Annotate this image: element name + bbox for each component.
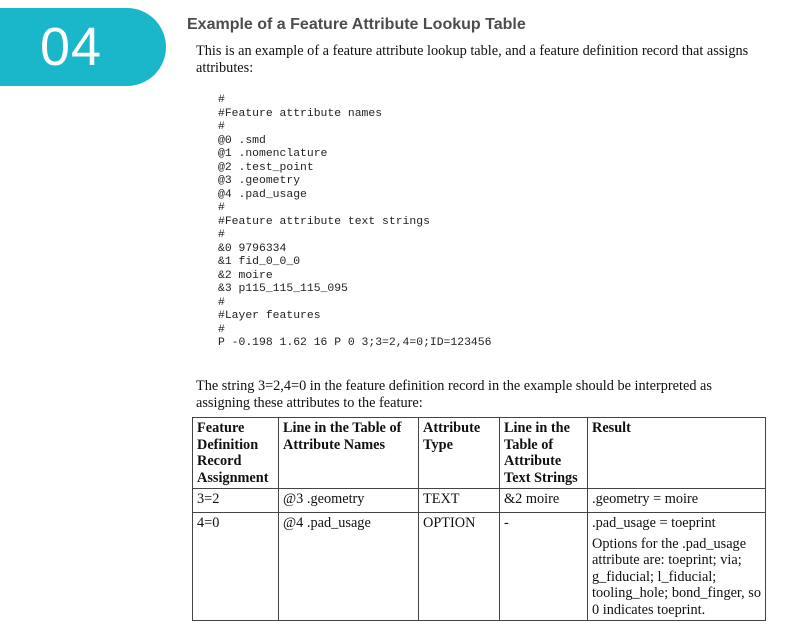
code-line: &3 p115_115_115_095 [218,283,348,295]
cell-attribute-name: @3 .geometry [279,489,419,513]
code-line: &2 moire [218,269,273,282]
result-value: .pad_usage = toeprint [592,515,716,531]
interpretation-paragraph: The string 3=2,4=0 in the feature definition record in the example should be interpreted as assigning these attributes to the feature: [196,378,712,411]
header-result: Result [588,418,766,489]
cell-attribute-name: @4 .pad_usage [279,513,419,621]
header-attribute-type: Attribute Type [419,418,500,489]
table-row [193,489,766,513]
header-attribute-names-line: Line in the Table of Attribute Names [279,418,419,489]
header-assignment: Feature Definition Record Assignment [193,418,279,489]
table-header-row [193,418,766,489]
code-line: #Feature attribute names [218,107,383,120]
cell-result [588,513,766,621]
code-line: P -0.198 1.62 16 P 0 3;3=2,4=0;ID=123456 [218,337,492,349]
cell-assignment: 4=0 [193,513,279,621]
code-line: # [218,323,225,336]
cell-result: .geometry = moire [588,489,766,513]
code-line: @0 .smd [218,134,266,147]
cell-text-string: - [500,513,588,621]
code-example-block [218,94,491,351]
intro-paragraph: This is an example of a feature attribute lookup table, and a feature definition record that assigns attributes: [196,43,749,76]
table-row [193,513,766,621]
code-line: #Layer features [218,310,321,322]
code-line: &1 fid_0_0_0 [218,256,301,268]
code-line: # [218,94,225,106]
section-number-badge [0,8,166,86]
code-line: &0 9796334 [218,242,287,255]
code-line: #Feature attribute text strings [218,215,430,228]
code-line: @2 .test_point [218,161,314,174]
code-line: @3 .geometry [218,175,301,187]
section-title: Example of a Feature Attribute Lookup Table [187,16,526,33]
code-line: @1 .nomenclature [218,148,328,160]
header-text-strings-line: Line in the Table of Attribute Text Strings [500,418,588,489]
attribute-assignment-table [192,417,766,621]
cell-text-string: &2 moire [500,489,588,513]
cell-assignment: 3=2 [193,489,279,513]
cell-attribute-type: TEXT [419,489,500,513]
code-line: # [218,229,225,241]
section-number: 04 [40,17,103,77]
code-line: # [218,202,225,214]
code-line: # [218,296,225,309]
cell-attribute-type: OPTION [419,513,500,621]
code-line: @4 .pad_usage [218,188,307,201]
code-line: # [218,121,225,133]
result-options-note: Options for the .pad_usage attribute are: toeprint; via; g_fiducial; l_fiducial; tooling_hole; bond_finger, so 0 indicates toeprint. [592,535,761,618]
